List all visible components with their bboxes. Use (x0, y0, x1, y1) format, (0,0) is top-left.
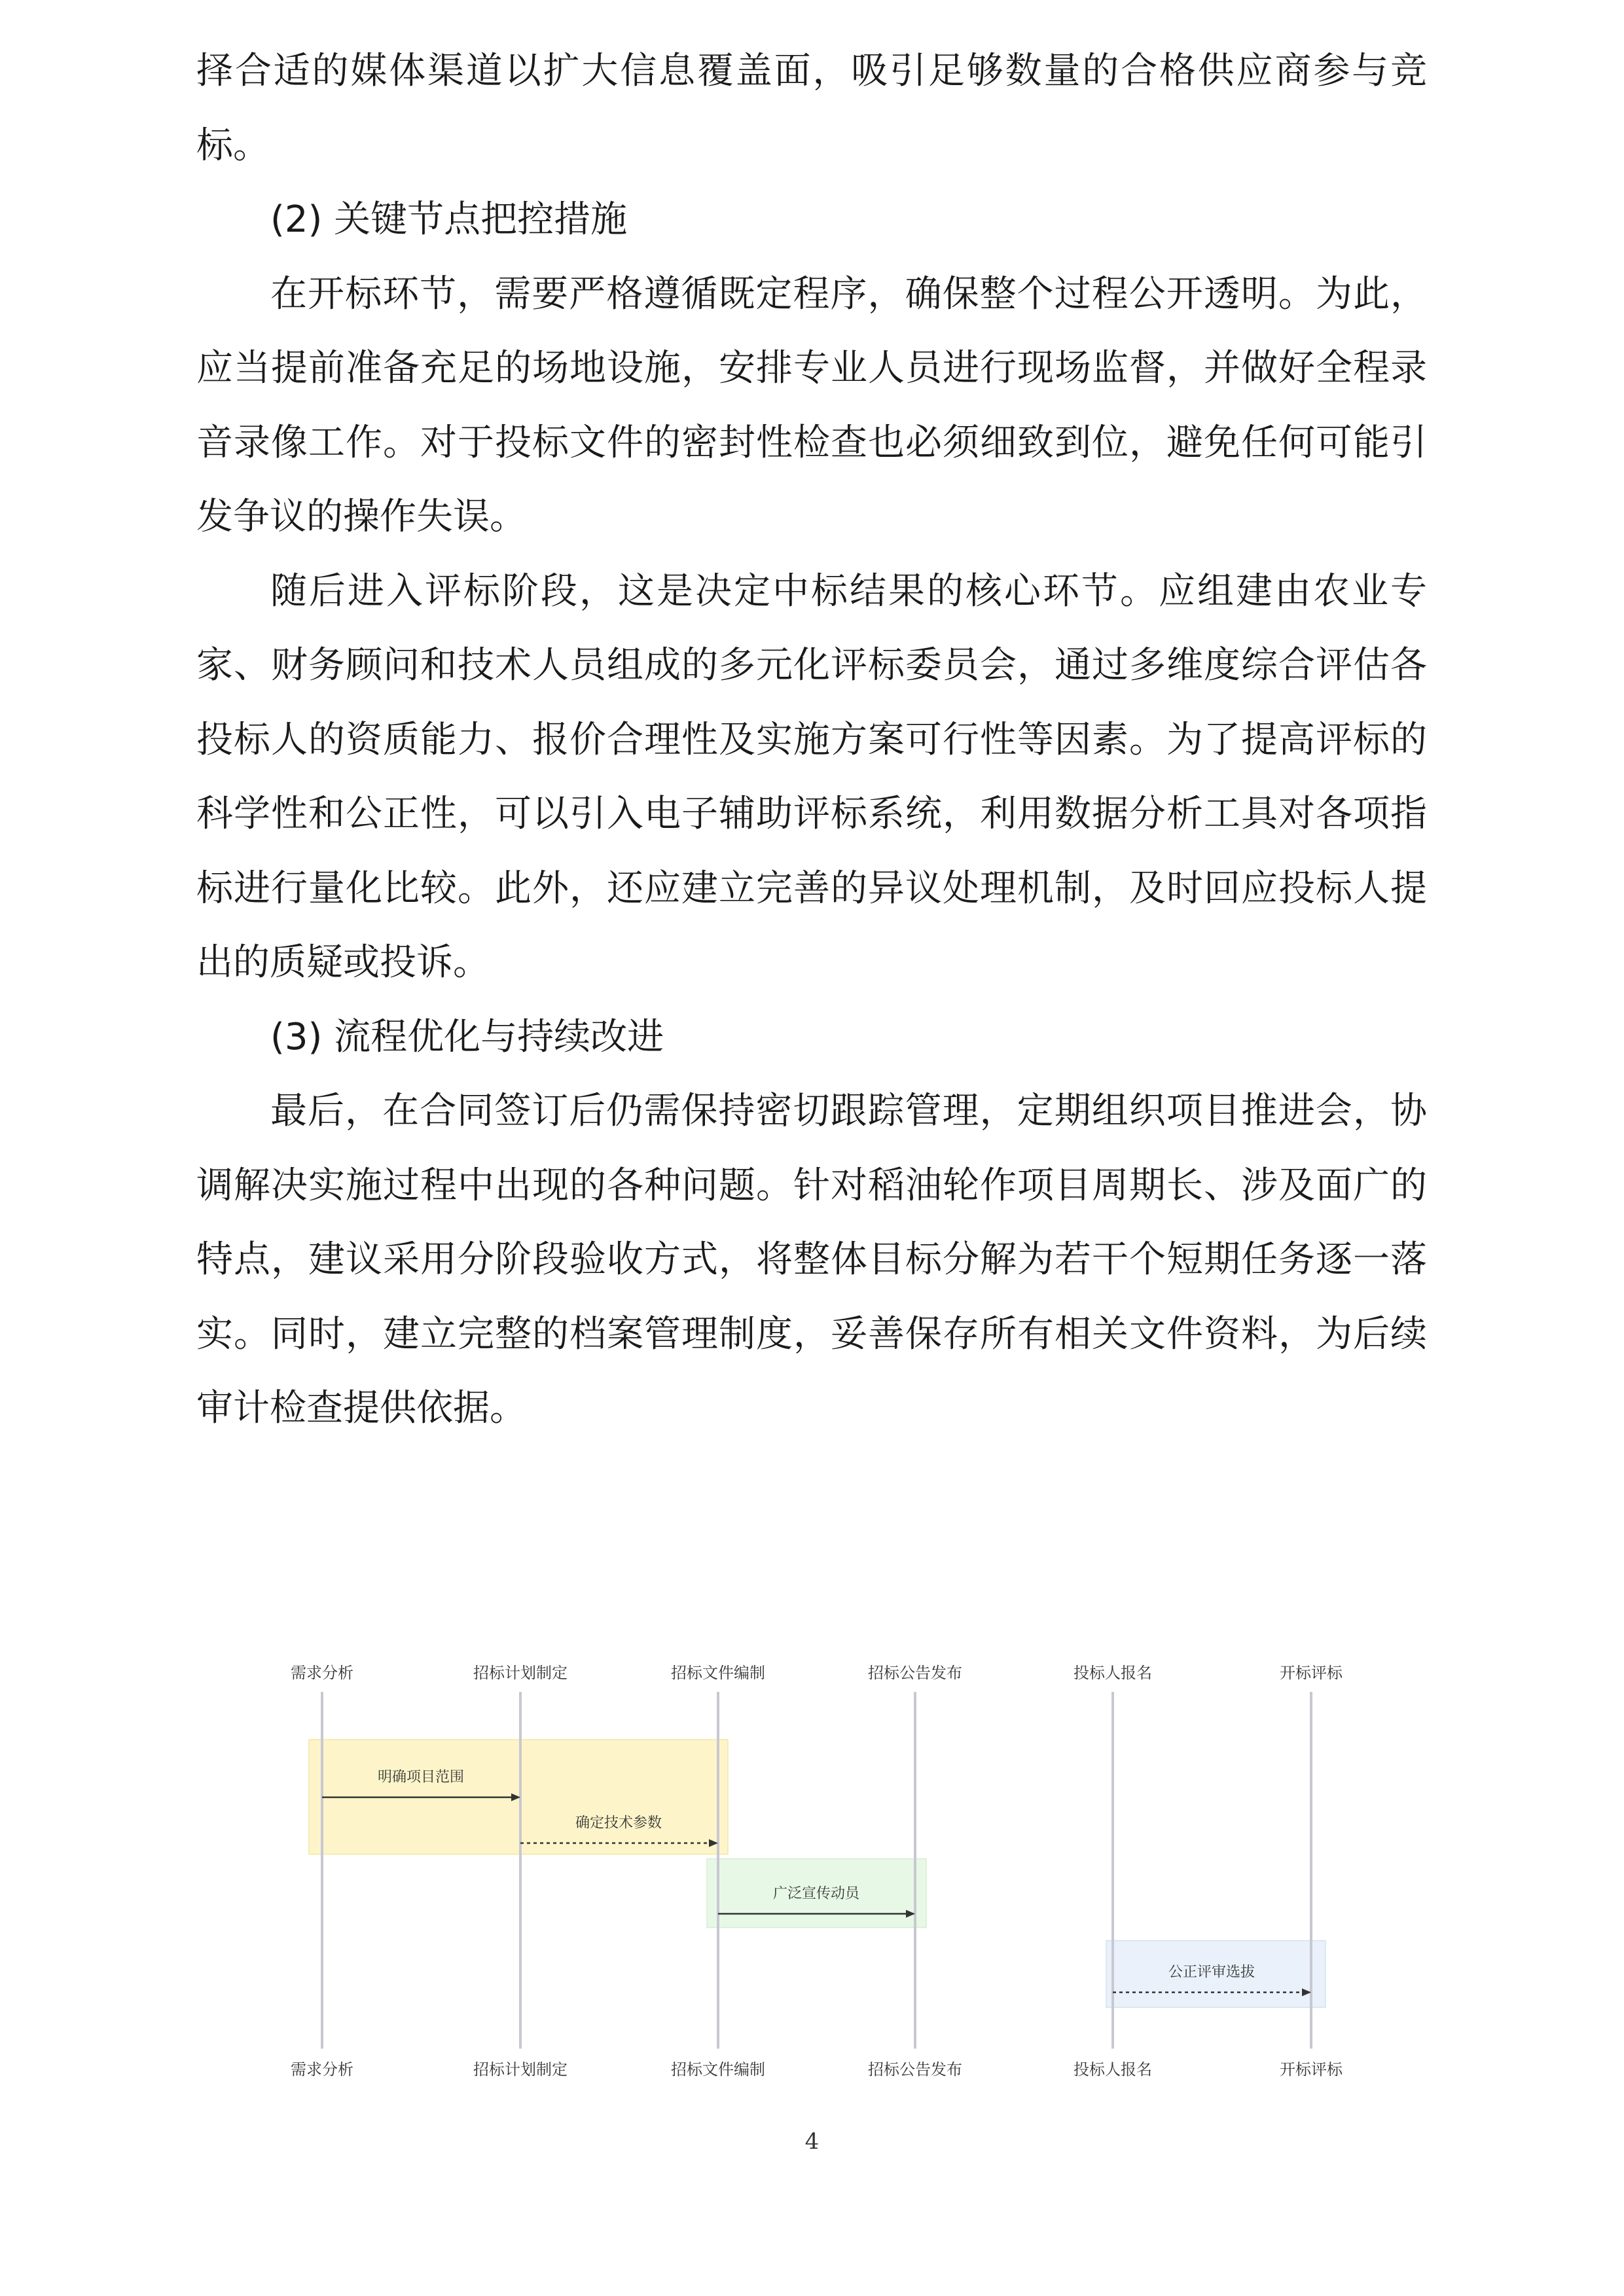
paragraph-contract-management: 最后，在合同签订后仍需保持密切跟踪管理，定期组织项目推进会，协调解决实施过程中出现的各种问题。针对稻油轮作项目周期长、涉及面广的特点，建议采用分阶段验收方式，将整体目标分解为若干个短期任务逐一落实。同时，建立完整的档案管理制度，妥善保存所有相关文件资料，为后续审计检查提供依据。 (196, 1090, 1427, 1429)
page-number: 4 (804, 2128, 820, 2155)
section-heading-2: (2) 关键节点把控措施 (270, 198, 628, 241)
participant-bottom-5: 投标人报名 (1074, 2060, 1152, 2079)
participant-top-6: 开标评标 (1280, 1664, 1343, 1682)
participant-top-4: 招标公告发布 (868, 1664, 962, 1682)
section-heading-3: (3) 流程优化与持续改进 (270, 1015, 664, 1058)
message-label-3: 广泛宣传动员 (772, 1886, 860, 1902)
participant-bottom-4: 招标公告发布 (868, 2060, 962, 2079)
participant-top-2: 招标计划制定 (473, 1664, 568, 1682)
participant-top-3: 招标文件编制 (671, 1664, 765, 1682)
message-label-1: 明确项目范围 (377, 1769, 465, 1785)
paragraph-opening-bid: 在开标环节，需要严格遵循既定程序，确保整个过程公开透明。为此，应当提前准备充足的场地设施，安排专业人员进行现场监督，并做好全程录音录像工作。对于投标文件的密封性检查也必须细致到位，避免任何可能引发争议的操作失误。 (196, 272, 1427, 538)
body-text (196, 34, 1427, 1446)
paragraph-evaluation: 随后进入评标阶段，这是决定中标结果的核心环节。应组建由农业专家、财务顾问和技术人员组成的多元化评标委员会，通过多维度综合评估各投标人的资质能力、报价合理性及实施方案可行性等因素。为了提高评标的科学性和公正性，可以引入电子辅助评标系统，利用数据分析工具对各项指标进行量化比较。此外，还应建立完善的异议处理机制，及时回应投标人提出的质疑或投诉。 (196, 569, 1427, 984)
participant-top-5: 投标人报名 (1074, 1664, 1152, 1682)
participant-bottom-1: 需求分析 (291, 2060, 353, 2079)
paragraph-continued: 择合适的媒体渠道以扩大信息覆盖面，吸引足够数量的合格供应商参与竞标。 (196, 50, 1427, 167)
participant-top-1: 需求分析 (291, 1664, 353, 1682)
message-label-4: 公正评审选拔 (1168, 1964, 1255, 1981)
participant-bottom-2: 招标计划制定 (473, 2060, 568, 2079)
message-label-2: 确定技术参数 (575, 1815, 662, 1831)
participant-bottom-3: 招标文件编制 (671, 2060, 765, 2079)
participant-bottom-6: 开标评标 (1280, 2060, 1343, 2079)
sequence-diagram (262, 1662, 1375, 2094)
